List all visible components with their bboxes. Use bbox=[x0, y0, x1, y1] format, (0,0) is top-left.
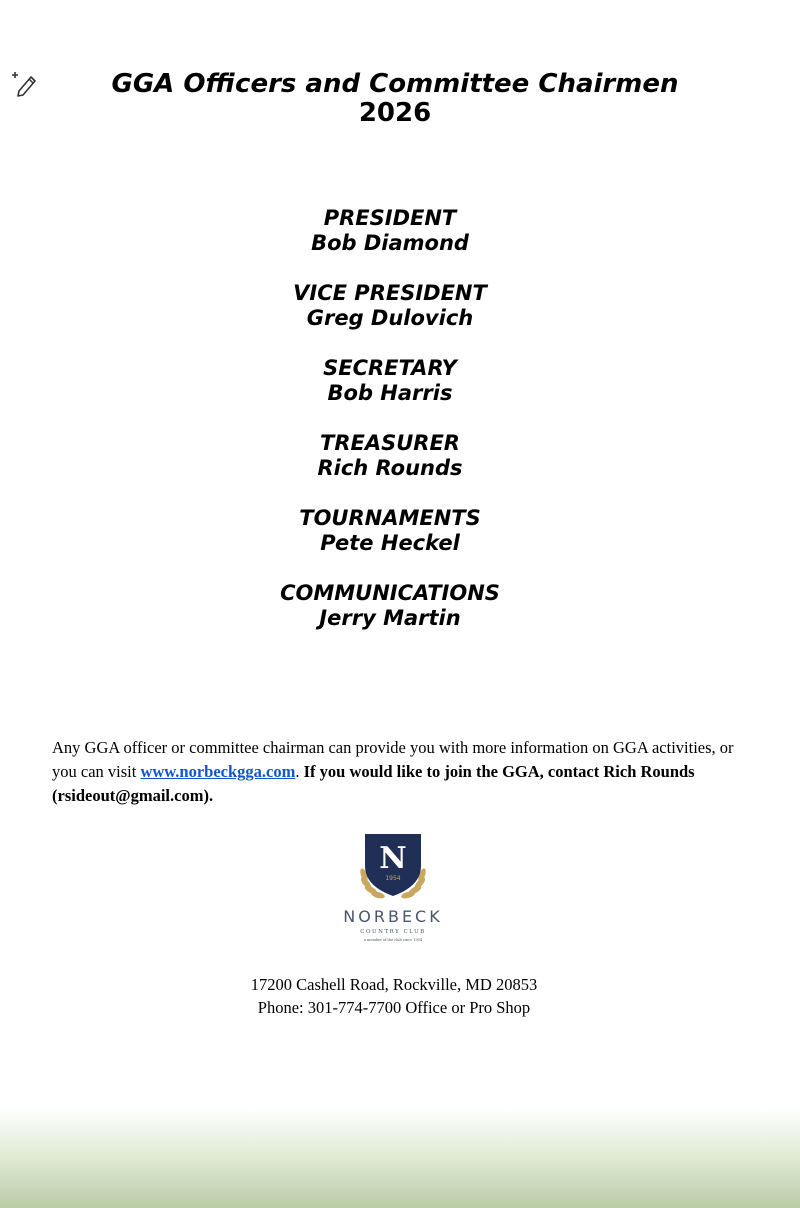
page-title: GGA Officers and Committee Chairmen bbox=[111, 69, 679, 99]
chairman-tournaments bbox=[0, 506, 780, 581]
role-name: Pete Heckel bbox=[320, 531, 460, 555]
role-name: Rich Rounds bbox=[317, 456, 463, 480]
address-line: 17200 Cashell Road, Rockville, MD 20853 bbox=[250, 975, 538, 994]
norbeck-logo bbox=[318, 828, 468, 946]
role-title: TREASURER bbox=[320, 431, 460, 455]
officer-treasurer bbox=[0, 431, 780, 506]
role-name: Greg Dulovich bbox=[306, 306, 474, 330]
role-title: PRESIDENT bbox=[323, 206, 457, 230]
chairman-communications bbox=[0, 581, 780, 656]
club-address bbox=[0, 973, 788, 1019]
role-name: Bob Harris bbox=[327, 381, 453, 405]
officer-president bbox=[0, 206, 780, 281]
officer-secretary bbox=[0, 356, 780, 431]
role-title: TOURNAMENTS bbox=[299, 506, 481, 530]
info-text-punct: . bbox=[295, 762, 304, 781]
page-year: 2026 bbox=[358, 98, 432, 128]
role-title: COMMUNICATIONS bbox=[280, 581, 500, 605]
phone-line: Phone: 301-774-7700 Office or Pro Shop bbox=[257, 998, 531, 1017]
officer-list bbox=[0, 206, 780, 656]
role-title: SECRETARY bbox=[323, 356, 457, 380]
logo-letter: N bbox=[379, 841, 407, 876]
logo-year: 1954 bbox=[385, 875, 401, 882]
info-text: Any GGA officer or committee chairman can provide you with more information on GGA activities, or you can visit bbox=[52, 738, 734, 781]
logo-tagline: a member of the club since 1954 bbox=[363, 938, 423, 942]
role-name: Bob Diamond bbox=[311, 231, 469, 255]
role-title: VICE PRESIDENT bbox=[293, 281, 487, 305]
officer-vice-president bbox=[0, 281, 780, 356]
role-name: Jerry Martin bbox=[319, 606, 461, 630]
footer-gradient bbox=[0, 1108, 800, 1208]
website-link[interactable]: www.norbeckgga.com bbox=[140, 762, 296, 781]
logo-subtitle: COUNTRY CLUB bbox=[360, 929, 426, 935]
join-text: If you would like to join the GGA, contact Rich Rounds (rsideout@gmail.com). bbox=[52, 762, 695, 805]
logo-name: NORBECK bbox=[343, 907, 443, 926]
info-paragraph bbox=[52, 736, 742, 808]
